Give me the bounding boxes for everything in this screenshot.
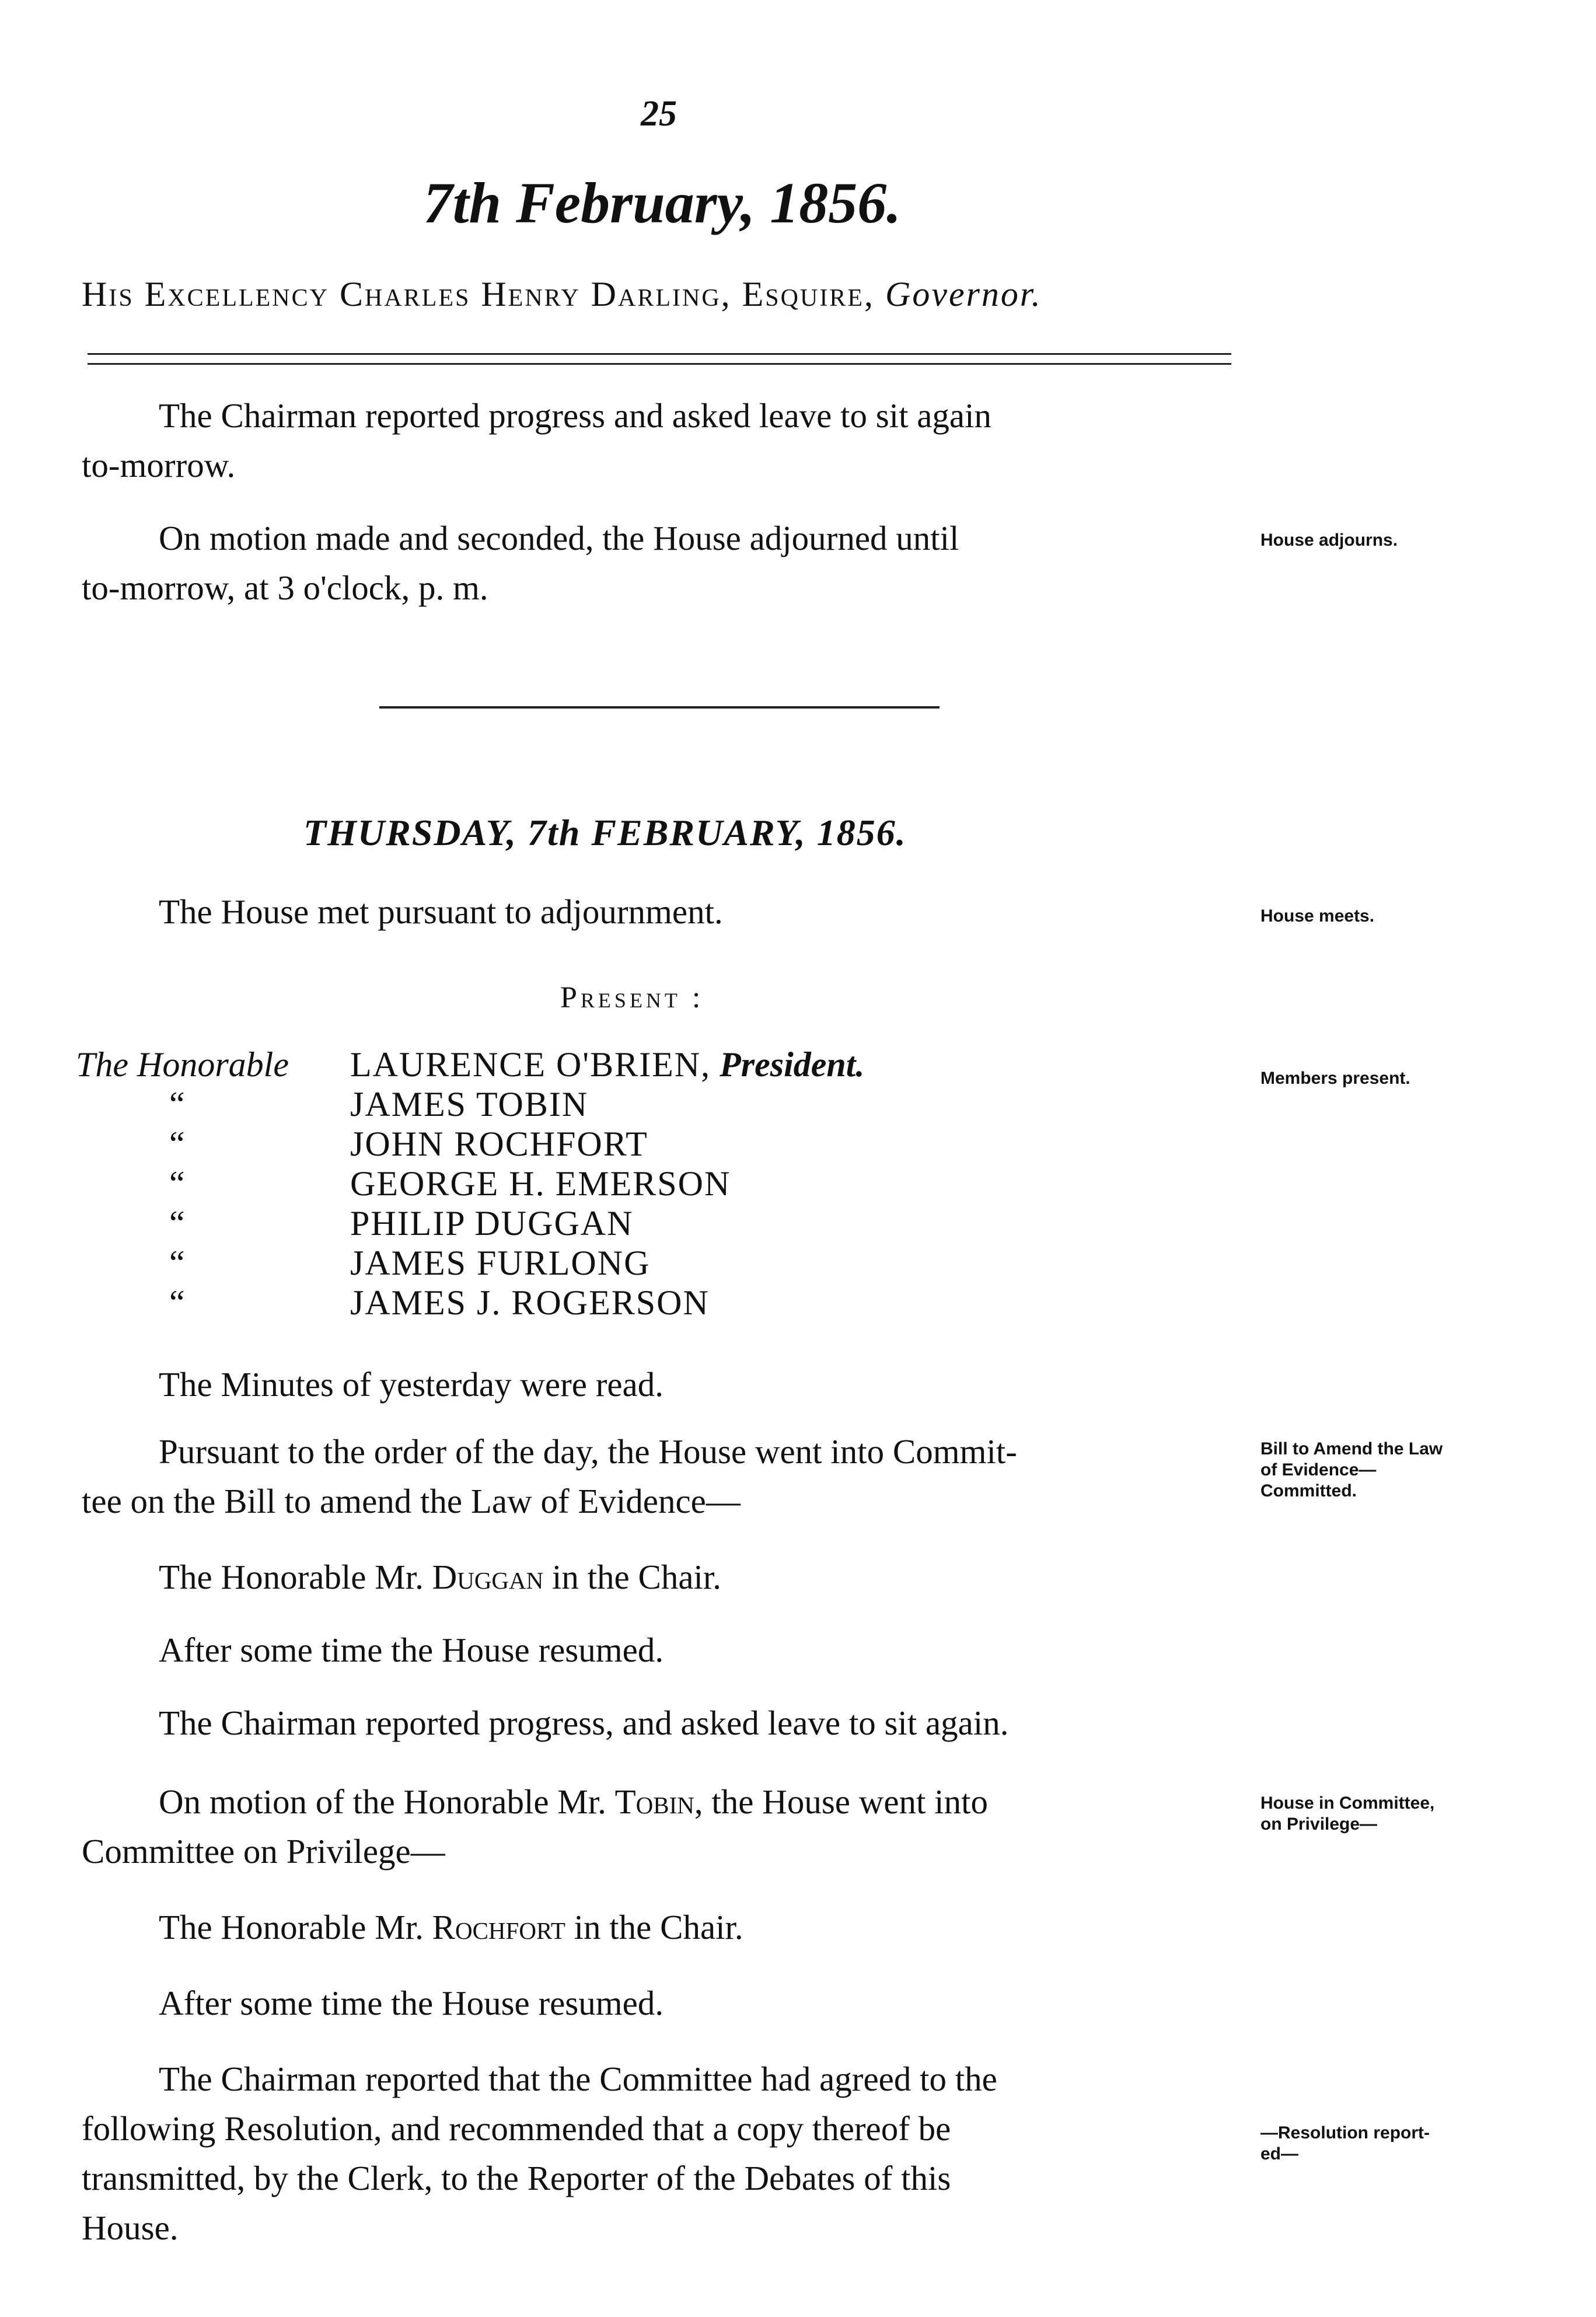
governor-title: Governor.	[885, 275, 1042, 313]
member-prefix: The Honorable	[76, 1045, 289, 1084]
margin-note-resolution-line1: —Resolution report-	[1260, 2123, 1430, 2142]
privilege-line1	[159, 1777, 988, 1827]
ditto-mark: “	[169, 1244, 185, 1282]
member-row	[76, 1124, 648, 1164]
member-name: GEORGE H. EMERSON	[350, 1164, 731, 1203]
privilege-line1-name: Tobin,	[614, 1782, 703, 1821]
member-row	[76, 1045, 864, 1084]
duggan-chair-post: in the Chair.	[552, 1558, 722, 1596]
member-name: PHILIP DUGGAN	[350, 1204, 634, 1243]
margin-note-bill-line1: Bill to Amend the Law	[1260, 1439, 1443, 1458]
ditto-mark: “	[169, 1164, 185, 1203]
margin-note-resolution-line2: ed—	[1260, 2144, 1299, 2164]
privilege-line1-pre: On motion of the Honorable Mr.	[159, 1782, 606, 1821]
margin-note-bill-line3: Committed.	[1260, 1481, 1357, 1501]
progress-text: The Chairman reported progress, and asked leave to sit again.	[159, 1704, 1009, 1742]
rochfort-chair-pre: The Honorable Mr.	[159, 1908, 424, 1946]
member-row	[76, 1164, 731, 1203]
ditto-mark: “	[169, 1204, 185, 1243]
member-name: LAURENCE O'BRIEN,	[350, 1045, 711, 1084]
member-name: JAMES FURLONG	[350, 1244, 651, 1282]
privilege-line2: Committee on Privilege—	[82, 1832, 445, 1871]
short-rule-divider	[379, 706, 940, 709]
duggan-chair-pre: The Honorable Mr.	[159, 1558, 424, 1596]
evidence-line1: Pursuant to the order of the day, the House went into Commit-	[159, 1432, 1017, 1471]
duggan-chair-name: Duggan	[432, 1558, 544, 1596]
resumed-text-1: After some time the House resumed.	[159, 1631, 664, 1669]
privilege-line1-post: the House went into	[711, 1782, 988, 1821]
resolution-line3: transmitted, by the Clerk, to the Reporter of the Debates of this	[82, 2159, 951, 2197]
margin-note-house-adjourns: House adjourns.	[1260, 531, 1398, 550]
minutes-text: The Minutes of yesterday were read.	[159, 1365, 663, 1404]
margin-note-house-meets: House meets.	[1260, 906, 1375, 926]
double-rule-divider	[88, 353, 1231, 365]
member-row	[76, 1243, 650, 1283]
meeting-text: The House met pursuant to adjournment.	[159, 892, 723, 931]
member-role: President.	[720, 1045, 865, 1084]
member-name: JAMES J. ROGERSON	[350, 1283, 710, 1322]
rochfort-chair-name: Rochfort	[432, 1908, 565, 1946]
ditto-mark: “	[169, 1125, 185, 1163]
evidence-line2: tee on the Bill to amend the Law of Evidence—	[82, 1482, 741, 1520]
margin-note-members-present: Members present.	[1260, 1069, 1410, 1088]
day-heading: THURSDAY, 7th FEBRUARY, 1856.	[303, 812, 907, 853]
paragraph-progress-line2: to-morrow.	[82, 446, 236, 484]
paragraph-adjourn-line1: On motion made and seconded, the House adjourned until	[159, 519, 959, 557]
paragraph-progress-line1: The Chairman reported progress and asked leave to sit again	[159, 396, 991, 435]
resolution-line4: House.	[82, 2208, 179, 2247]
resolution-line2: following Resolution, and recommended that a copy thereof be	[82, 2109, 951, 2148]
margin-note-bill-line2: of Evidence—	[1260, 1460, 1377, 1479]
member-row	[76, 1283, 710, 1322]
rochfort-chair	[159, 1903, 743, 1952]
governor-line	[82, 274, 1042, 315]
page-number: 25	[641, 94, 677, 134]
rochfort-chair-post: in the Chair.	[574, 1908, 743, 1946]
date-heading: 7th February, 1856.	[423, 170, 902, 235]
member-row	[76, 1084, 588, 1124]
margin-note-privilege-line1: House in Committee,	[1260, 1793, 1435, 1813]
governor-name: His Excellency Charles Henry Darling, Esquire,	[82, 275, 875, 313]
ditto-mark: “	[169, 1085, 185, 1123]
member-row	[76, 1203, 633, 1243]
ditto-mark: “	[169, 1283, 185, 1322]
present-heading: Present :	[560, 981, 704, 1014]
resumed-text-2: After some time the House resumed.	[159, 1984, 664, 2022]
margin-note-privilege-line2: on Privilege—	[1260, 1814, 1378, 1834]
resolution-line1: The Chairman reported that the Committee had agreed to the	[159, 2060, 997, 2098]
member-name: JAMES TOBIN	[350, 1085, 589, 1123]
paragraph-adjourn-line2: to-morrow, at 3 o'clock, p. m.	[82, 568, 488, 607]
member-name: JOHN ROCHFORT	[350, 1125, 648, 1163]
duggan-chair	[159, 1552, 721, 1602]
